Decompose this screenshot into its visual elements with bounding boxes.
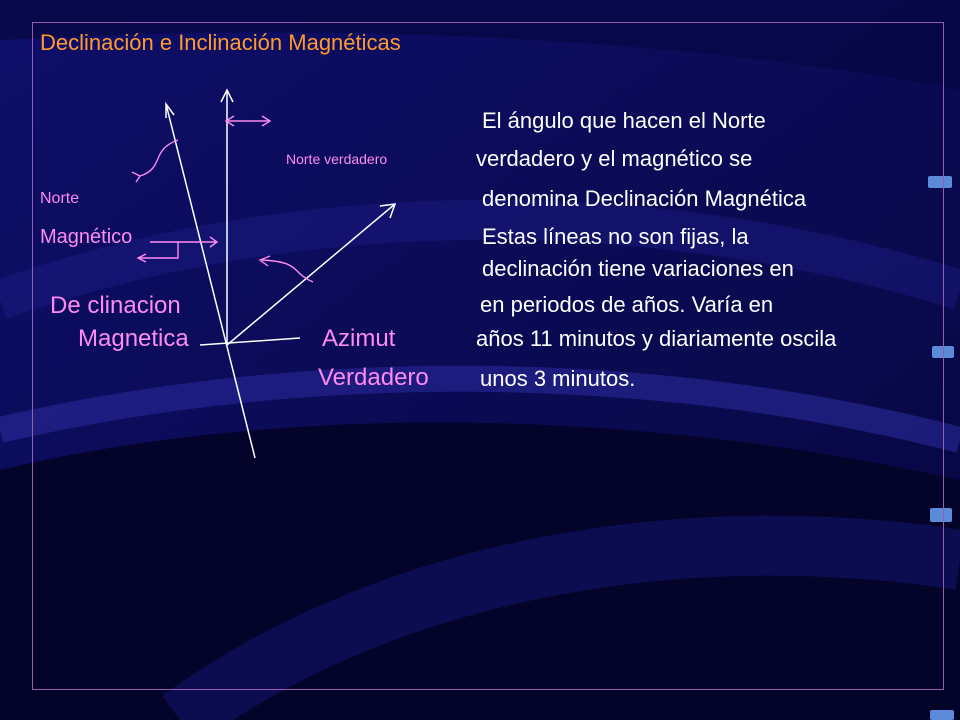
body-line-5: declinación tiene variaciones en [482, 256, 794, 281]
body-line-6: en periodos de años. Varía en [480, 292, 774, 317]
label-norte: Norte [40, 190, 80, 207]
body-line-1: El ángulo que hacen el Norte [482, 108, 766, 133]
azimuth-line [227, 204, 395, 345]
label-norte-verdadero: Norte verdadero [286, 151, 388, 167]
slide-title: Declinación e Inclinación Magnéticas [40, 30, 401, 55]
body-line-7: años 11 minutos y diariamente oscila [476, 326, 837, 351]
magnetic-pointer [140, 140, 178, 176]
body-line-2: verdadero y el magnético se [476, 146, 753, 171]
horizontal-line [200, 338, 300, 345]
label-azimut-2: Verdadero [318, 364, 429, 391]
label-declinacion-1: De clinacion [50, 292, 181, 319]
label-declinacion-2: Magnetica [78, 325, 189, 352]
label-azimut-1: Azimut [322, 325, 396, 352]
body-line-3: denomina Declinación Magnética [482, 186, 807, 211]
label-magnetico: Magnético [40, 226, 133, 248]
body-line-8: unos 3 minutos. [480, 366, 636, 391]
magnetic-north-line [166, 104, 255, 458]
body-line-4: Estas líneas no son fijas, la [482, 224, 749, 249]
